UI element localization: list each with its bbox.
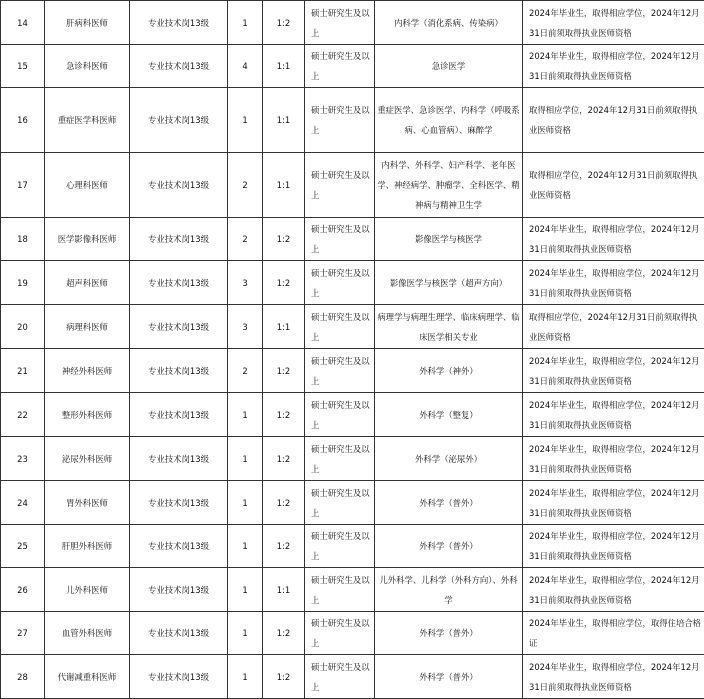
education-requirement: 硕士研究生及以上 [305, 305, 375, 349]
row-number: 18 [1, 218, 45, 261]
post-level: 专业技术岗13级 [130, 481, 228, 525]
education-requirement: 硕士研究生及以上 [305, 568, 375, 612]
hire-count: 1 [228, 481, 263, 525]
hire-count: 1 [228, 393, 263, 437]
table-row [1, 1, 704, 45]
hire-count: 1 [228, 88, 263, 153]
other-conditions: 2024年毕业生，取得相应学位，2024年12月31日前须取得执业医师资格 [523, 568, 704, 612]
major-requirement: 外科学（泌尿外） [375, 437, 523, 481]
row-number: 20 [1, 305, 45, 349]
other-conditions: 取得相应学位，2024年12月31日前须取得执业医师资格 [523, 153, 704, 218]
education-requirement: 硕士研究生及以上 [305, 153, 375, 218]
post-level: 专业技术岗13级 [130, 305, 228, 349]
hire-count: 1 [228, 612, 263, 655]
exam-ratio: 1:2 [263, 481, 305, 525]
other-conditions: 取得相应学位，2024年12月31日前须取得执业医师资格 [523, 88, 704, 153]
row-number: 27 [1, 612, 45, 655]
hire-count: 1 [228, 568, 263, 612]
post-name: 肝病科医师 [45, 1, 130, 45]
hire-count: 3 [228, 305, 263, 349]
row-number: 24 [1, 481, 45, 525]
other-conditions: 2024年毕业生，取得相应学位，2024年12月31日前须取得执业医师资格 [523, 437, 704, 481]
education-requirement: 硕士研究生及以上 [305, 481, 375, 525]
post-name: 泌尿外科医师 [45, 437, 130, 481]
other-conditions: 取得相应学位，2024年12月31日前须取得执业医师资格 [523, 305, 704, 349]
post-level: 专业技术岗13级 [130, 612, 228, 655]
education-requirement: 硕士研究生及以上 [305, 218, 375, 261]
exam-ratio: 1:2 [263, 437, 305, 481]
major-requirement: 影像医学与核医学（超声方向） [375, 261, 523, 305]
table-row [1, 437, 704, 481]
education-requirement: 硕士研究生及以上 [305, 525, 375, 568]
post-level: 专业技术岗13级 [130, 349, 228, 393]
hire-count: 3 [228, 261, 263, 305]
table-row [1, 349, 704, 393]
post-level: 专业技术岗13级 [130, 153, 228, 218]
post-name: 儿外科医师 [45, 568, 130, 612]
post-name: 代谢减重科医师 [45, 655, 130, 699]
education-requirement: 硕士研究生及以上 [305, 1, 375, 45]
exam-ratio: 1:2 [263, 218, 305, 261]
row-number: 15 [1, 45, 45, 88]
post-level: 专业技术岗13级 [130, 88, 228, 153]
major-requirement: 外科学（整复） [375, 393, 523, 437]
major-requirement: 外科学（普外） [375, 612, 523, 655]
row-number: 14 [1, 1, 45, 45]
post-name: 胃外科医师 [45, 481, 130, 525]
hire-count: 1 [228, 525, 263, 568]
table-row [1, 612, 704, 655]
education-requirement: 硕士研究生及以上 [305, 349, 375, 393]
exam-ratio: 1:1 [263, 45, 305, 88]
post-name: 医学影像科医师 [45, 218, 130, 261]
exam-ratio: 1:1 [263, 153, 305, 218]
education-requirement: 硕士研究生及以上 [305, 655, 375, 699]
major-requirement: 外科学（神外） [375, 349, 523, 393]
post-level: 专业技术岗13级 [130, 1, 228, 45]
hire-count: 2 [228, 349, 263, 393]
table-row [1, 153, 704, 218]
major-requirement: 急诊医学 [375, 45, 523, 88]
row-number: 23 [1, 437, 45, 481]
other-conditions: 2024年毕业生，取得相应学位，2024年12月31日前须取得执业医师资格 [523, 1, 704, 45]
table-row [1, 655, 704, 699]
table-row [1, 261, 704, 305]
exam-ratio: 1:1 [263, 568, 305, 612]
row-number: 25 [1, 525, 45, 568]
row-number: 28 [1, 655, 45, 699]
row-number: 16 [1, 88, 45, 153]
other-conditions: 2024年毕业生，取得相应学位，2024年12月31日前须取得执业医师资格 [523, 349, 704, 393]
post-name: 心理科医师 [45, 153, 130, 218]
major-requirement: 重症医学、急诊医学、内科学（呼吸系病、心血管病）、麻醉学 [375, 88, 523, 153]
education-requirement: 硕士研究生及以上 [305, 261, 375, 305]
major-requirement: 儿外科学、儿科学（外科方向）、外科学 [375, 568, 523, 612]
exam-ratio: 1:2 [263, 525, 305, 568]
education-requirement: 硕士研究生及以上 [305, 393, 375, 437]
post-level: 专业技术岗13级 [130, 568, 228, 612]
post-name: 神经外科医师 [45, 349, 130, 393]
major-requirement: 外科学（普外） [375, 655, 523, 699]
row-number: 22 [1, 393, 45, 437]
major-requirement: 病理学与病理生理学、临床病理学、临床医学相关专业 [375, 305, 523, 349]
post-name: 急诊科医师 [45, 45, 130, 88]
post-level: 专业技术岗13级 [130, 525, 228, 568]
hire-count: 1 [228, 1, 263, 45]
table-row [1, 525, 704, 568]
post-level: 专业技术岗13级 [130, 393, 228, 437]
education-requirement: 硕士研究生及以上 [305, 612, 375, 655]
other-conditions: 2024年毕业生，取得相应学位，2024年12月31日前须取得执业医师资格 [523, 655, 704, 699]
exam-ratio: 1:2 [263, 261, 305, 305]
exam-ratio: 1:1 [263, 305, 305, 349]
other-conditions: 2024年毕业生，取得相应学位，2024年12月31日前须取得执业医师资格 [523, 261, 704, 305]
hire-count: 1 [228, 437, 263, 481]
hire-count: 1 [228, 655, 263, 699]
post-name: 血管外科医师 [45, 612, 130, 655]
major-requirement: 外科学（普外） [375, 481, 523, 525]
education-requirement: 硕士研究生及以上 [305, 437, 375, 481]
post-name: 整形外科医师 [45, 393, 130, 437]
education-requirement: 硕士研究生及以上 [305, 45, 375, 88]
other-conditions: 2024年毕业生，取得相应学位，2024年12月31日前须取得执业医师资格 [523, 481, 704, 525]
exam-ratio: 1:2 [263, 612, 305, 655]
major-requirement: 影像医学与核医学 [375, 218, 523, 261]
other-conditions: 2024年毕业生，取得相应学位，2024年12月31日前须取得执业医师资格 [523, 218, 704, 261]
major-requirement: 内科学（消化系病、传染病） [375, 1, 523, 45]
post-level: 专业技术岗13级 [130, 218, 228, 261]
other-conditions: 2024年毕业生，取得相应学位，2024年12月31日前须取得执业医师资格 [523, 393, 704, 437]
table-row [1, 45, 704, 88]
exam-ratio: 1:2 [263, 1, 305, 45]
other-conditions: 2024年毕业生，取得相应学位，2024年12月31日前须取得执业医师资格 [523, 45, 704, 88]
post-level: 专业技术岗13级 [130, 45, 228, 88]
exam-ratio: 1:2 [263, 655, 305, 699]
other-conditions: 2024年毕业生，取得相应学位，取得住培合格证 [523, 612, 704, 655]
major-requirement: 外科学（普外） [375, 525, 523, 568]
major-requirement: 内科学、外科学、妇产科学、老年医学、神经病学、肿瘤学、全科医学、精神病与精神卫生学 [375, 153, 523, 218]
post-level: 专业技术岗13级 [130, 437, 228, 481]
row-number: 19 [1, 261, 45, 305]
exam-ratio: 1:2 [263, 393, 305, 437]
table-row [1, 393, 704, 437]
table-body [1, 1, 704, 699]
table-row [1, 218, 704, 261]
row-number: 26 [1, 568, 45, 612]
row-number: 21 [1, 349, 45, 393]
table-row [1, 305, 704, 349]
other-conditions: 2024年毕业生，取得相应学位，2024年12月31日前须取得执业医师资格 [523, 525, 704, 568]
post-level: 专业技术岗13级 [130, 655, 228, 699]
post-name: 重症医学科医师 [45, 88, 130, 153]
post-name: 超声科医师 [45, 261, 130, 305]
table-row [1, 481, 704, 525]
hire-count: 2 [228, 153, 263, 218]
row-number: 17 [1, 153, 45, 218]
post-level: 专业技术岗13级 [130, 261, 228, 305]
hire-count: 4 [228, 45, 263, 88]
education-requirement: 硕士研究生及以上 [305, 88, 375, 153]
table-row [1, 88, 704, 153]
exam-ratio: 1:1 [263, 88, 305, 153]
exam-ratio: 1:2 [263, 349, 305, 393]
table-row [1, 568, 704, 612]
post-name: 病理科医师 [45, 305, 130, 349]
hire-count: 2 [228, 218, 263, 261]
post-name: 肝胆外科医师 [45, 525, 130, 568]
